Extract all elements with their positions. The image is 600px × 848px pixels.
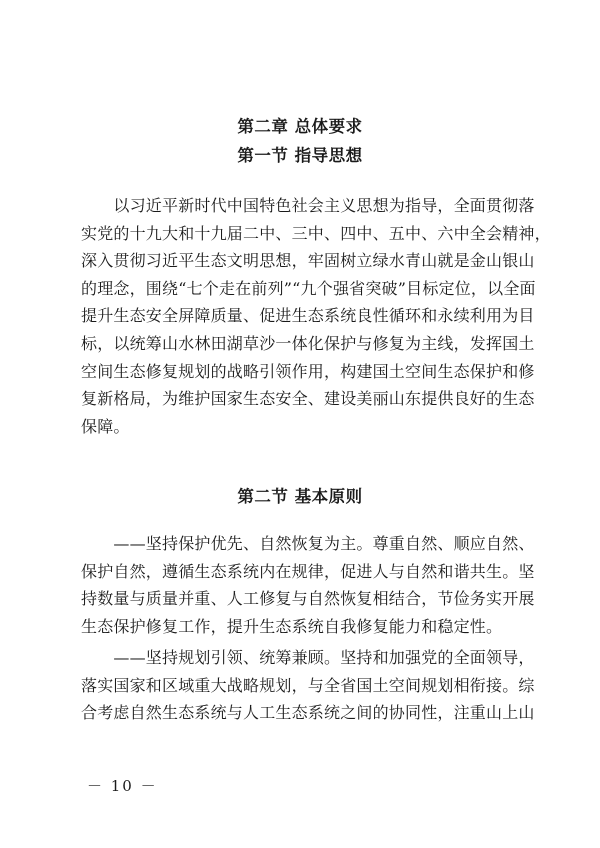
text-line: 的理念，围绕“七个走在前列”“九个强省突破”目标定位，以全面: [81, 278, 536, 298]
text-line: 持数量与质量并重、人工修复与自然恢复相结合，节俭务实开展: [81, 589, 535, 609]
page-number: － 10 －: [87, 777, 158, 795]
text-line: 提升生态安全屏障质量、促进生态系统良性循环和永续利用为目: [81, 306, 535, 326]
text-line: 实党的十九大和十九届二中、三中、四中、五中、六中全会精神，: [81, 223, 551, 243]
text-line: 生态保护修复工作，提升生态系统自我修复能力和稳定性。: [81, 616, 503, 636]
paragraph-principle-planning: [81, 644, 535, 727]
text-line: 以习近平新时代中国特色社会主义思想为指导，全面贯彻落: [81, 196, 535, 215]
text-line: 保护自然，遵循生态系统内在规律，促进人与自然和谐共生。坚: [81, 561, 535, 581]
chapter-title: 第二章 总体要求: [237, 117, 363, 136]
text-line: 落实国家和区域重大战略规划，与全省国土空间规划相衔接。综: [81, 675, 535, 695]
text-line: ——坚持保护优先、自然恢复为主。尊重自然、顺应自然、: [81, 534, 535, 553]
text-line: 标，以统筹山水林田湖草沙一体化保护与修复为主线，发挥国土: [81, 333, 535, 353]
text-line: 复新格局，为维护国家生态安全、建设美丽山东提供良好的生态: [81, 389, 535, 409]
text-line: 空间生态修复规划的战略引领作用，构建国土空间生态保护和修: [81, 361, 535, 381]
paragraph-principle-protection: [81, 530, 535, 640]
text-line: 合考虑自然生态系统与人工生态系统之间的协同性，注重山上山: [81, 703, 535, 723]
text-line: 深入贯彻习近平生态文明思想，牢固树立绿水青山就是金山银山: [81, 251, 535, 271]
text-line: 保障。: [81, 416, 130, 436]
paragraph-guiding-ideology: [81, 192, 551, 440]
section-title-guiding-ideology: 第一节 指导思想: [237, 146, 363, 165]
text-line: ——坚持规划引领、统筹兼顾。坚持和加强党的全面领导，: [81, 648, 535, 667]
section-title-basic-principles: 第二节 基本原则: [237, 487, 363, 506]
